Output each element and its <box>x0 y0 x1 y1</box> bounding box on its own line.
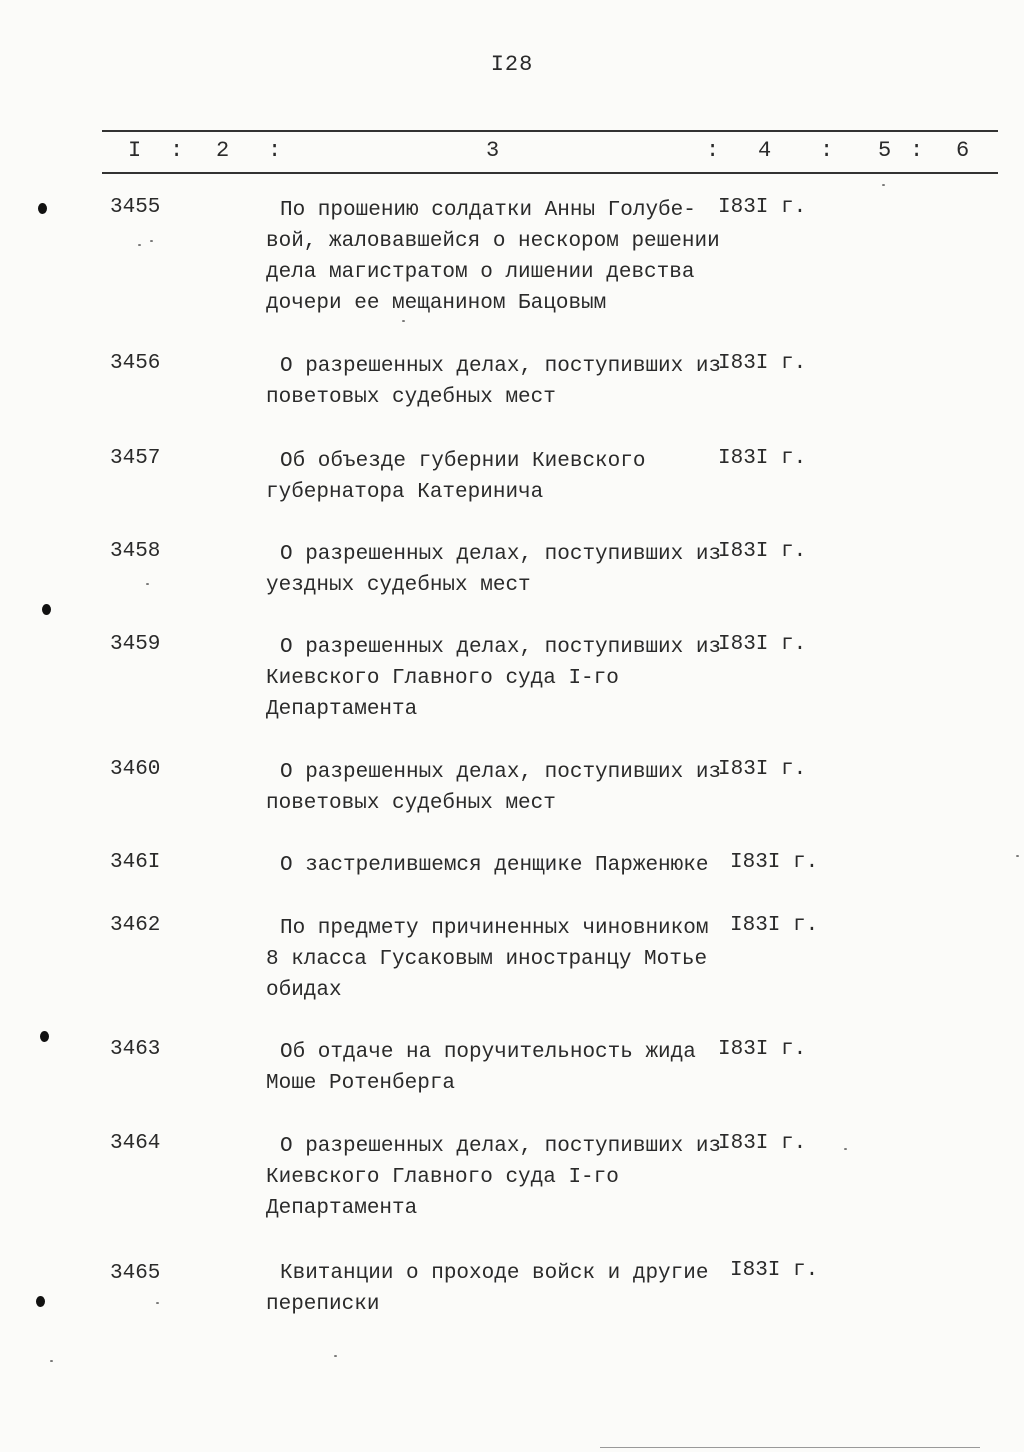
header-col-3: 3 <box>486 138 500 163</box>
scan-speck <box>334 1355 337 1357</box>
header-separator: : <box>910 138 924 163</box>
entry-number: 3455 <box>110 196 161 219</box>
header-separator: : <box>170 138 184 163</box>
scan-speck <box>150 240 153 242</box>
entry-year: I83I г. <box>718 447 807 470</box>
entry-year: I83I г. <box>718 540 807 563</box>
entry-year: I83I г. <box>718 352 807 375</box>
entry-title: О разрешенных делах, поступивших из поветовых судебных мест <box>266 355 722 409</box>
header-col-5: 5 <box>878 138 892 163</box>
scan-speck <box>156 1302 159 1304</box>
binder-hole-mark <box>38 203 47 214</box>
header-separator: : <box>268 138 282 163</box>
entry-number: 3459 <box>110 633 161 656</box>
scan-speck <box>50 1360 53 1362</box>
entry-year: I83I г. <box>730 851 819 874</box>
entry-title: О застрелившемся денщике Парженюке <box>280 854 709 877</box>
header-col-6: 6 <box>956 138 970 163</box>
entry-title: Квитанции о проходе войск и другие переписки <box>266 1262 709 1316</box>
page-bottom-edge <box>600 1447 980 1448</box>
entry-number: 3464 <box>110 1132 161 1155</box>
entry-title: О разрешенных делах, поступивших из поветовых судебных мест <box>266 761 722 815</box>
entry-title: По прошению солдатки Анны Голубе-вой, жаловавшейся о нескором решении дела магистратом о лишении девства дочери ее мещанином Бацовым <box>266 199 720 315</box>
header-separator: : <box>820 138 834 163</box>
header-col-4: 4 <box>758 138 772 163</box>
page-number: I28 <box>490 52 534 77</box>
entry-title: О разрешенных делах, поступивших из уездных судебных мест <box>266 543 722 597</box>
entry-number: 3460 <box>110 758 161 781</box>
entry-year: I83I г. <box>730 914 819 937</box>
entry-year: I83I г. <box>718 1132 807 1155</box>
entry-number: 346I <box>110 851 161 874</box>
entry-number: 3457 <box>110 447 161 470</box>
entry-year: I83I г. <box>718 1038 807 1061</box>
scan-speck <box>138 244 141 246</box>
entry-number: 3463 <box>110 1038 161 1061</box>
entry-title: О разрешенных делах, поступивших из Киевского Главного суда I-го Департамента <box>266 636 722 721</box>
entry-year: I83I г. <box>730 1259 819 1282</box>
header-separator: : <box>706 138 720 163</box>
scan-speck <box>402 320 405 322</box>
entry-number: 3456 <box>110 352 161 375</box>
entry-year: I83I г. <box>718 196 807 219</box>
entry-year: I83I г. <box>718 633 807 656</box>
header-col-2: 2 <box>216 138 230 163</box>
binder-hole-mark <box>42 604 51 615</box>
scan-speck <box>882 184 885 186</box>
header-bottom-rule <box>102 172 998 174</box>
entry-number: 3462 <box>110 914 161 937</box>
scan-speck <box>146 583 149 585</box>
entry-number: 3458 <box>110 540 161 563</box>
entry-number: 3465 <box>110 1262 161 1285</box>
entry-title: Об объезде губернии Киевского губернатора Катеринича <box>266 450 646 504</box>
header-col-1: I <box>128 138 142 163</box>
entry-title: О разрешенных делах, поступивших из Киевского Главного суда I-го Департамента <box>266 1135 722 1220</box>
scan-speck <box>1016 855 1019 857</box>
binder-hole-mark <box>40 1031 49 1042</box>
entry-year: I83I г. <box>718 758 807 781</box>
entry-title: Об отдаче на поручительность жида Моше Ротенберга <box>266 1041 696 1095</box>
binder-hole-mark <box>36 1296 45 1307</box>
scan-speck <box>844 1148 847 1150</box>
entry-title: По предмету причиненных чиновником 8 класса Гусаковым иностранцу Мотье обидах <box>266 917 709 1002</box>
header-top-rule <box>102 130 998 132</box>
